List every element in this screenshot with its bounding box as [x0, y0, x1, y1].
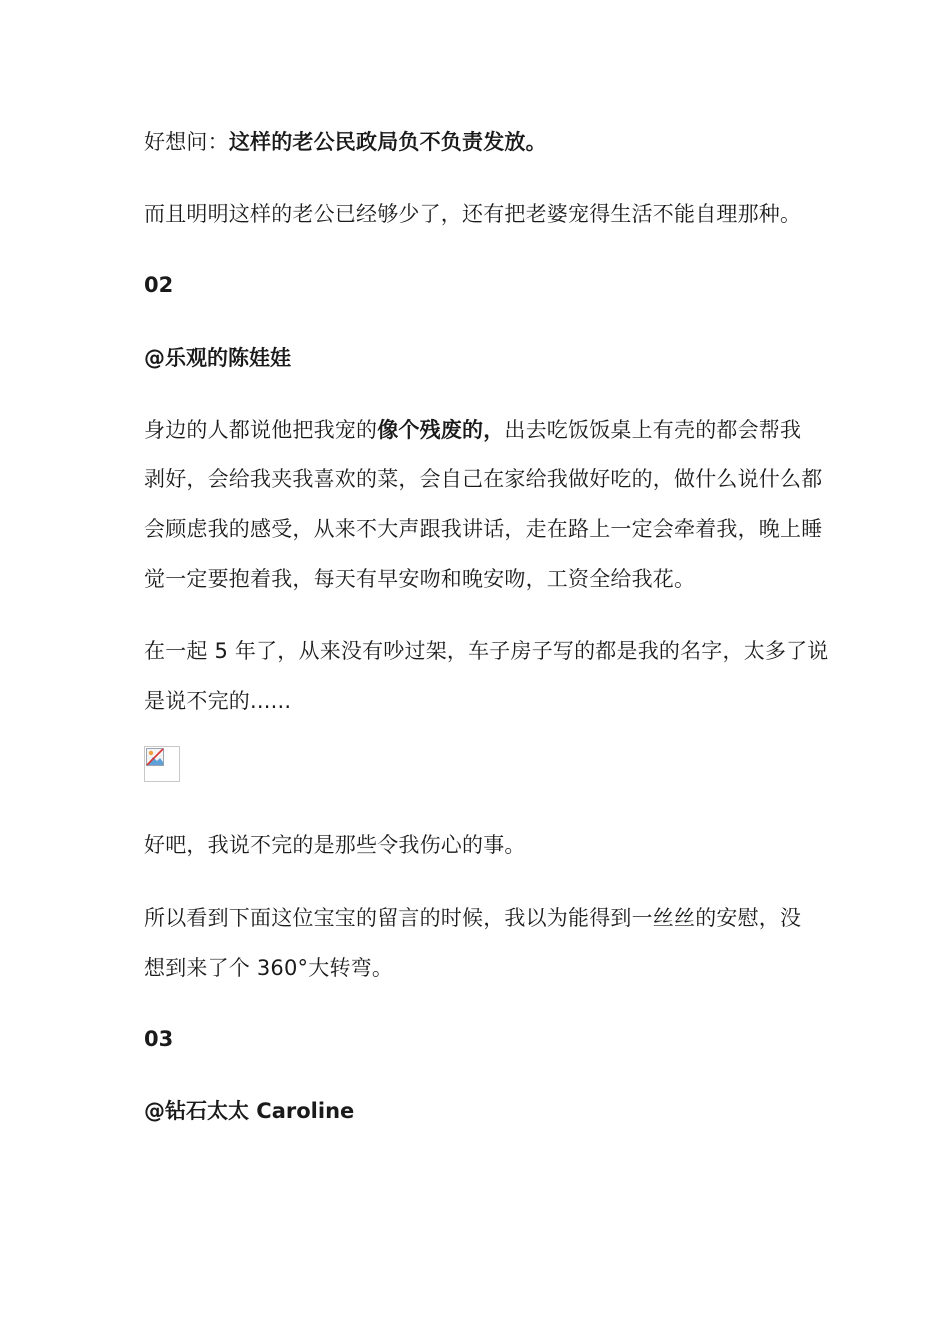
spoiled-suffix: 出去吃饭饭桌上有壳的都会帮我 — [504, 418, 802, 442]
author-handle-chenwawa: @乐观的陈娃娃 — [144, 346, 291, 370]
spoiled-prefix: 身边的人都说他把我宠的 — [144, 418, 378, 442]
paragraph-sad-things: 好吧，我说不完的是那些令我伤心的事。 — [144, 833, 526, 857]
paragraph-five-years-line1: 在一起 5 年了，从来没有吵过架，车子房子写的都是我的名字，太多了说 — [144, 639, 829, 663]
section-number-03: 03 — [144, 1027, 174, 1051]
paragraph-husband-rare: 而且明明这样的老公已经够少了，还有把老婆宠得生活不能自理那种。 — [144, 202, 802, 226]
paragraph-five-years-line2: 是说不完的...... — [144, 689, 292, 713]
author-handle-caroline: @钻石太太 Caroline — [144, 1099, 355, 1123]
broken-image-icon — [144, 746, 180, 782]
question-paragraph — [144, 127, 547, 157]
question-bold: 这样的老公民政局负不负责发放。 — [228, 130, 547, 154]
spoiled-bold: 像个残废的， — [377, 418, 505, 442]
paragraph-comfort-line1: 所以看到下面这位宝宝的留言的时候，我以为能得到一丝丝的安慰，没 — [144, 906, 802, 930]
paragraph-spoiled-line3: 会顾虑我的感受，从来不大声跟我讲话，走在路上一定会牵着我，晚上睡 — [144, 517, 823, 541]
paragraph-comfort-line2: 想到来了个 360°大转弯。 — [144, 956, 394, 980]
section-number-02: 02 — [144, 273, 174, 297]
paragraph-spoiled-line1 — [144, 415, 801, 445]
question-prefix: 好想问： — [144, 130, 229, 154]
paragraph-spoiled-line2: 剥好，会给我夹我喜欢的菜，会自己在家给我做好吃的，做什么说什么都 — [144, 467, 823, 491]
paragraph-spoiled-line4: 觉一定要抱着我，每天有早安吻和晚安吻，工资全给我花。 — [144, 567, 696, 591]
